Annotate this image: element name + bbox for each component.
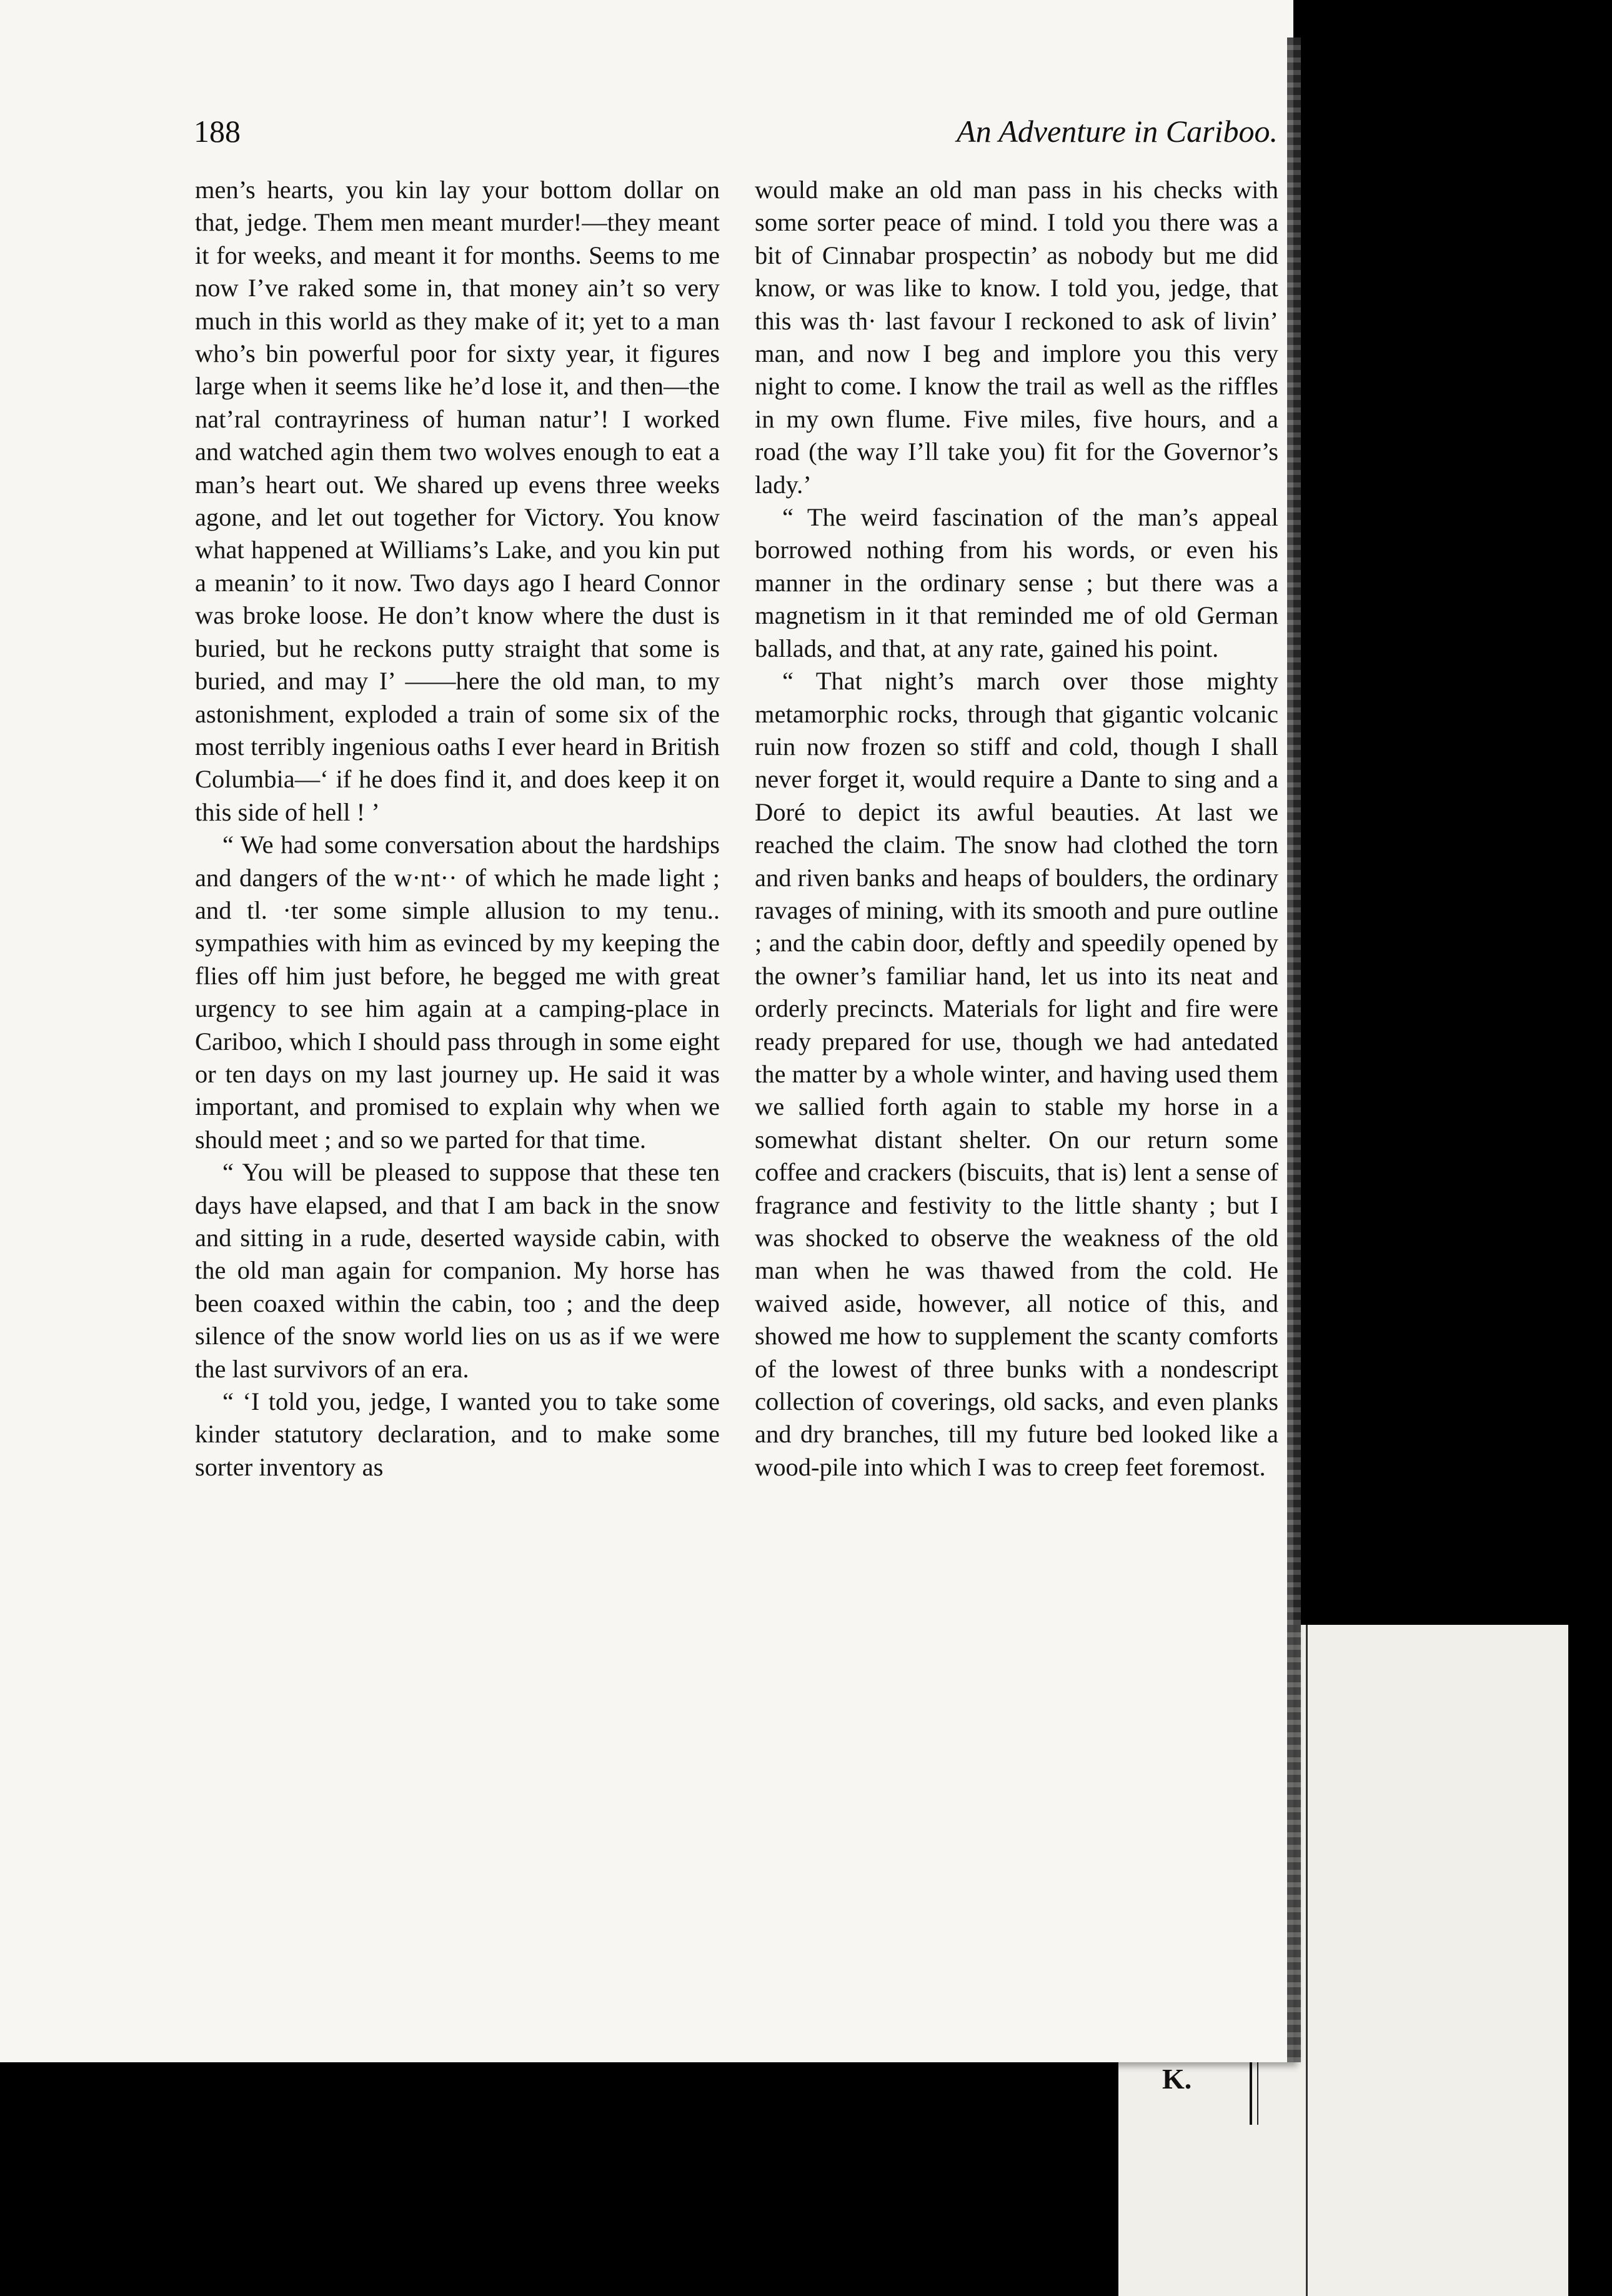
paragraph: “ ‘I told you, jedge, I wanted you to take some kinder statutory declaration, and to make some sorter inventory as: [195, 1387, 720, 1481]
paragraph: would make an old man pass in his checks with some sorter peace of mind. I told you there was a bit of Cinnabar prospectin’ as nobody but me did know, or was like to know. I told you, jedge, that this was th· last favour I reckoned to ask of livin’ man, and now I beg and implore you this very night to come. I know the trail as well as the riffles in my own flume. Five miles, five hours, and a road (the way I’ll take you) fit for the Governor’s lady.’: [755, 176, 1278, 499]
page-edge-shadow: [1287, 37, 1301, 2062]
running-title: An Adventure in Cariboo.: [957, 114, 1278, 149]
paragraph: “ We had some conversation about the hardships and dangers of the w·nt·· of which he made light ; and tl. ·ter some simple allusion to my tenu.. sympathies with him as evinced by my keeping the flies off him just before, he begged me with great urgency to see him again at a camping-place in Cariboo, which I should pass through in some eight or ten days on my last journey up. He said it was important, and promised to explain why when we should meet ; and so we parted for that time.: [195, 831, 720, 1154]
underlying-page-letter: K.: [1162, 2063, 1192, 2095]
left-column: [195, 174, 720, 1484]
page-number: 188: [194, 114, 241, 149]
right-column: [755, 174, 1278, 1484]
paragraph: “ The weird fascination of the man’s appeal borrowed nothing from his words, or even his manner in the ordinary sense ; but there was a magnetism in it that reminded me of old German ballads, and that, at any rate, gained his point.: [755, 503, 1278, 662]
paragraph: “ You will be pleased to suppose that these ten days have elapsed, and that I am back in the snow and sitting in a rude, deserted wayside cabin, with the old man again for companion. My horse has been coaxed within the cabin, too ; and the deep silence of the snow world lies on us as if we were the last survivors of an era.: [195, 1158, 720, 1383]
page-header: [194, 106, 1278, 156]
paragraph: “ That night’s march over those mighty metamorphic rocks, through that gigantic volcanic ruin now frozen so stiff and cold, though I shall never forget it, would require a Dante to sing and a Doré to depict its awful beauties. At last we reached the claim. The snow had clothed the torn and riven banks and heaps of boulders, the ordinary ravages of mining, with its smooth and pure outline ; and the cabin door, deftly and speedily opened by the owner’s familiar hand, let us into its neat and orderly precincts. Materials for light and fire were ready prepared for use, though we had antedated the matter by a whole winter, and having used them we sallied forth again to stable my horse in a somewhat distant shelter. On our return some coffee and crackers (biscuits, that is) lent a sense of fragrance and festivity to the little shanty ; but I was shocked to observe the weakness of the old man when he was thawed from the cold. He waived aside, however, all notice of this, and showed me how to supplement the scanty comforts of the lowest of three bunks with a nondescript collection of coverings, old sacks, and even planks and dry branches, till my future bed looked like a wood-pile into which I was to creep feet foremost.: [755, 667, 1278, 1481]
page-fold-line: [1306, 1625, 1308, 2296]
paragraph: men’s hearts, you kin lay your bottom dollar on that, jedge. Them men meant murder!—they meant it for weeks, and meant it for months. Seems to me now I’ve raked some in, that money ain’t so very much in this world as they make of it; yet to a man who’s bin powerful poor for sixty year, it figures large when it seems like he’d lose it, and then—the nat’ral contrayriness of human natur’! I worked and watched agin them two wolves enough to eat a man’s heart out. We shared up evens three weeks agone, and let out together for Victory. You know what happened at Williams’s Lake, and you kin put a meanin’ to it now. Two days ago I heard Connor was broke loose. He don’t know where the dust is buried, but he reckons putty straight that some is buried, and may I’ ——here the old man, to my astonishment, exploded a train of some six of the most terribly ingenious oaths I ever heard in British Columbia—‘ if he does find it, and does keep it on this side of hell ! ’: [195, 176, 720, 826]
